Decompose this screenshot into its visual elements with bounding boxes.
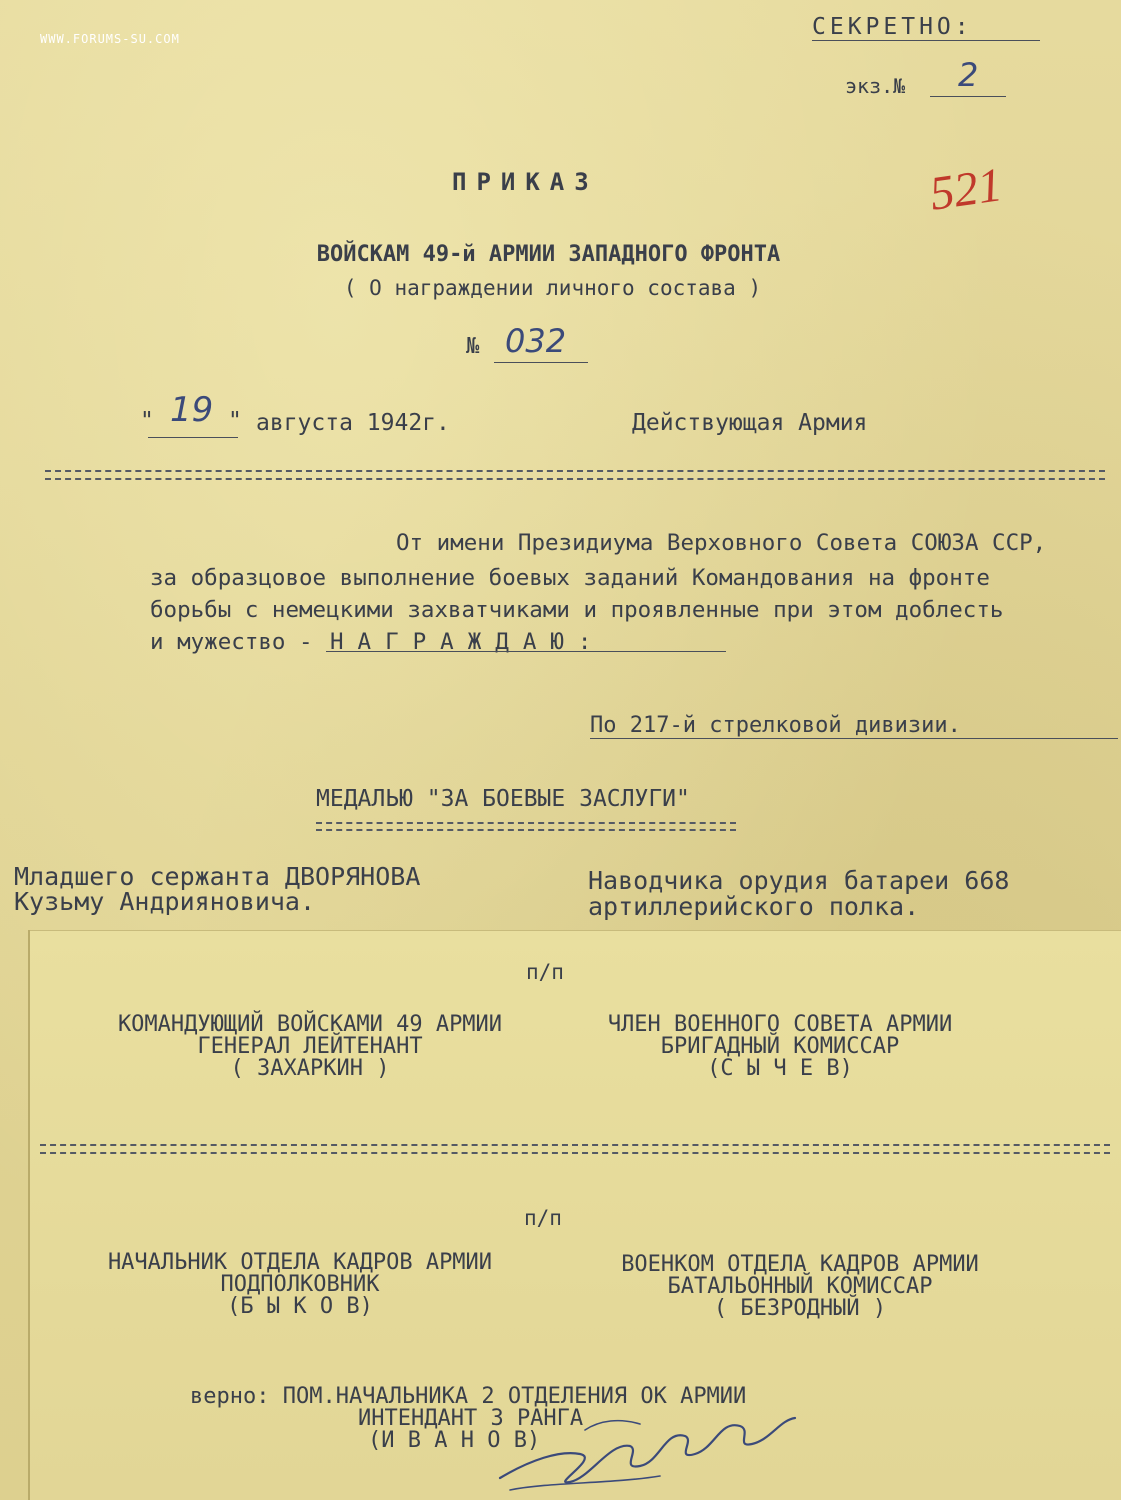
signatory-rank: ГЕНЕРАЛ ЛЕЙТЕНАНТ [197, 1034, 423, 1059]
awardee-position: Наводчика орудия батареи 668 [588, 866, 1010, 895]
pp-mark-2: п/п [524, 1206, 562, 1230]
signatory-name: ( БЕЗРОДНЫЙ ) [713, 1296, 887, 1321]
separator-rule [40, 1144, 1110, 1154]
archive-number: 521 [926, 158, 1006, 221]
preamble-line-4: и мужество - [150, 629, 313, 655]
document-subject: ( О награждении личного состава ) [343, 276, 762, 300]
separator-rule [45, 470, 1105, 480]
handwritten-signature [490, 1390, 810, 1500]
signatory-name: (Б Ы К О В) [227, 1294, 373, 1319]
signatory-name: ( ЗАХАРКИН ) [230, 1056, 390, 1081]
date-day: 19 [170, 390, 214, 430]
division-underline [590, 738, 1118, 739]
watermark: WWW.FORUMS-SU.COM [40, 32, 180, 46]
secret-stamp: СЕКРЕТНО: [812, 14, 973, 40]
signatory-title: НАЧАЛЬНИК ОТДЕЛА КАДРОВ АРМИИ [107, 1250, 493, 1275]
awardee-regiment: артиллерийского полка. [588, 892, 920, 921]
award-word: НАГРАЖДАЮ: [330, 629, 606, 655]
medal-heading: МЕДАЛЬЮ "ЗА БОЕВЫЕ ЗАСЛУГИ" [316, 786, 690, 812]
signature-block-commissar [580, 1254, 1020, 1320]
signatory-title: КОМАНДУЮЩИЙ ВОЙСКАМИ 49 АРМИИ [117, 1012, 503, 1037]
date-day-underline [148, 437, 238, 438]
date-month-year: августа 1942г. [256, 410, 450, 436]
preamble-line-3: борьбы с немецкими захватчиками и проявленные при этом доблесть [150, 597, 1004, 623]
copy-label: экз.№ [845, 74, 906, 98]
certification-rank: ИНТЕНДАНТ 3 РАНГА [358, 1406, 584, 1431]
order-number-label: № [466, 334, 480, 359]
certification-name: (И В А Н О В) [368, 1428, 541, 1453]
copy-number: 2 [958, 56, 979, 94]
date-close-quote: " [228, 408, 242, 434]
signatory-rank: ПОДПОЛКОВНИК [220, 1272, 380, 1297]
document-title: ПРИКАЗ [452, 168, 599, 196]
order-number-underline [494, 362, 588, 363]
certification-title: верно: ПОМ.НАЧАЛЬНИКА 2 ОТДЕЛЕНИЯ ОК АРМИИ [190, 1384, 747, 1409]
awardee-given-names: Кузьму Андрияновича. [14, 887, 316, 916]
signatory-rank: БРИГАДНЫЙ КОМИССАР [660, 1034, 900, 1059]
medal-rule [316, 822, 736, 831]
copy-underline [930, 96, 1006, 97]
signature-block-personnel-chief [70, 1252, 530, 1318]
signatory-rank: БАТАЛЬОННЫЙ КОМИССАР [667, 1274, 933, 1299]
award-word-underline [326, 651, 726, 652]
signatory-title: ЧЛЕН ВОЕННОГО СОВЕТА АРМИИ [607, 1012, 953, 1037]
signatory-title: ВОЕНКОМ ОТДЕЛА КАДРОВ АРМИИ [621, 1252, 979, 1277]
signature-block-council [570, 1014, 990, 1080]
preamble-line-2: за образцовое выполнение боевых заданий Командования на фронте [150, 565, 990, 591]
place: Действующая Армия [632, 410, 868, 436]
awardee-rank-name: Младшего сержанта ДВОРЯНОВА [14, 862, 421, 891]
order-number: 032 [505, 322, 567, 360]
secret-underline [812, 40, 1040, 41]
date-open-quote: " [140, 408, 154, 434]
preamble-line-1: От имени Президиума Верховного Совета СОЮЗА ССР, [396, 530, 1047, 556]
division-heading: По 217-й стрелковой дивизии. [590, 713, 961, 738]
pp-mark-1: п/п [526, 960, 564, 984]
signatory-name: (С Ы Ч Е В) [707, 1056, 853, 1081]
signature-block-commander [80, 1014, 540, 1080]
document-subtitle: ВОЙСКАМ 49-й АРМИИ ЗАПАДНОГО ФРОНТА [316, 242, 781, 267]
